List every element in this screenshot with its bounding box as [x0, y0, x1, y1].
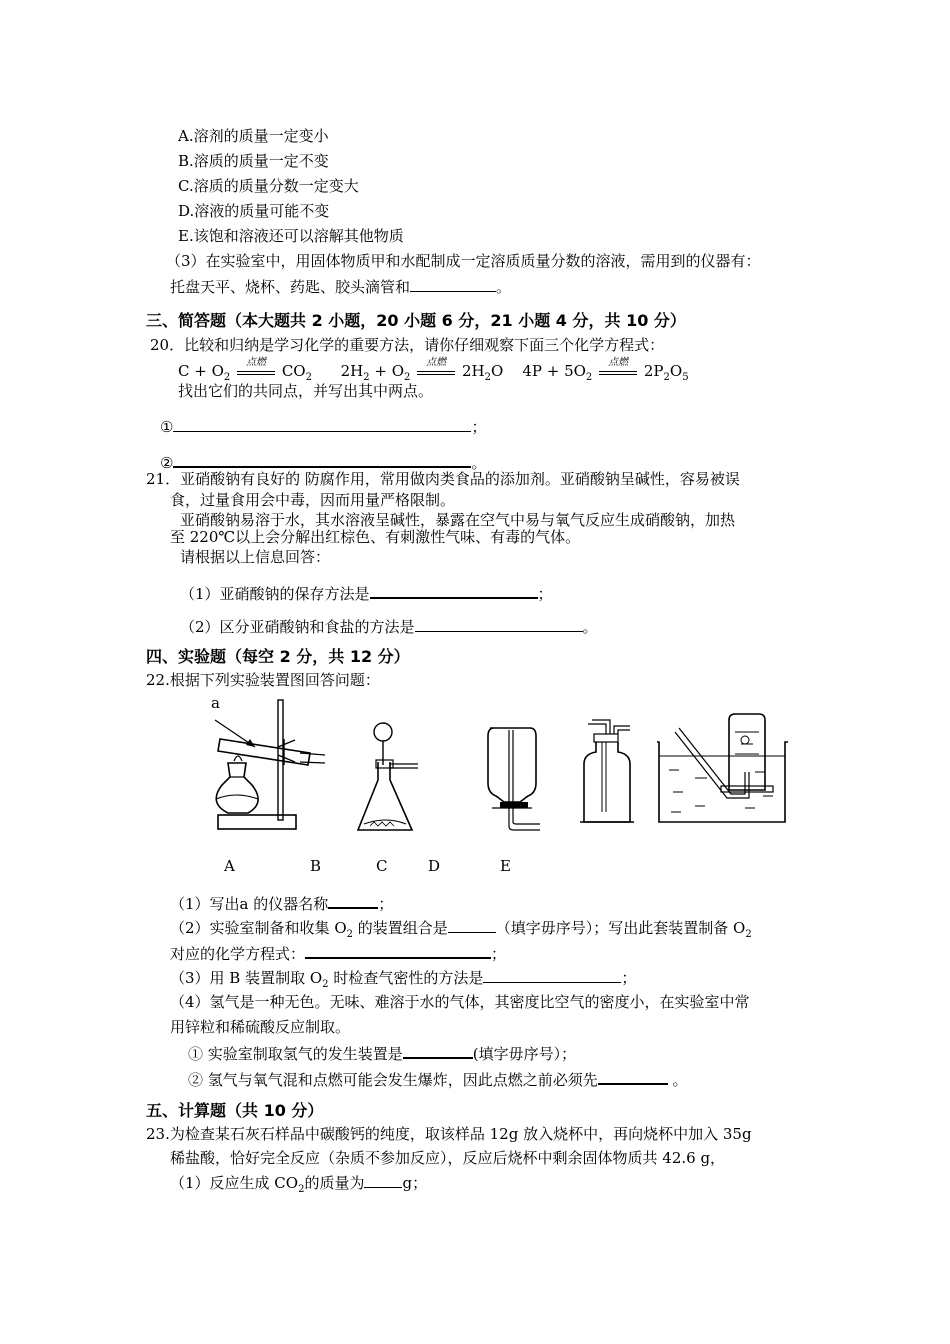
apparatus-label-c: C — [376, 857, 388, 875]
q20-blank-2: ② 。 — [160, 451, 486, 473]
q21-line3: 亚硝酸钠易溶于水，其水溶液呈碱性，暴露在空气中易与氧气反应生成硝酸钠，加热 — [180, 511, 736, 529]
q20-stem: 20．比较和归纳是学习化学的重要方法，请你仔细观察下面三个化学方程式： — [150, 336, 665, 354]
section-3-title: 三、简答题（本大题共 2 小题，20 小题 6 分，21 小题 4 分，共 10 分） — [146, 311, 686, 330]
option-c: C.溶质的质量分数一定变大 — [178, 177, 359, 195]
answer-blank — [370, 582, 538, 599]
answer-blank — [410, 276, 496, 292]
option-e: E.该饱和溶液还可以溶解其他物质 — [178, 227, 404, 245]
q22-part4-sub1: ① 实验室制取氢气的发生装置是 (填字毋序号）； — [188, 1042, 576, 1064]
q22-part4-line2: 用锌粒和稀硫酸反应制取。 — [170, 1018, 351, 1036]
answer-blank — [364, 1172, 402, 1188]
apparatus-d-gas-bottle — [570, 712, 640, 830]
condition-arrow: 点燃 — [599, 365, 637, 379]
condition-arrow: 点燃 — [417, 365, 455, 379]
q21-line2: 食，过量食用会中毒，因而用量严格限制。 — [170, 491, 456, 509]
apparatus-e-water-trough — [655, 712, 790, 827]
apparatus-a-heating-tube — [200, 695, 335, 840]
option-b: B.溶质的质量一定不变 — [178, 152, 329, 170]
section-4-title: 四、实验题（每空 2 分，共 12 分） — [146, 647, 410, 666]
answer-blank — [173, 416, 471, 432]
apparatus-b-conical-flask — [350, 720, 420, 840]
answer-blank — [305, 942, 491, 959]
apparatus-c-inverted-bottle — [480, 718, 550, 838]
option-d: D.溶液的质量可能不变 — [178, 202, 330, 220]
q21-line5: 请根据以上信息回答： — [180, 548, 331, 566]
q20-equations: $C + O_2$ 点燃 $CO_2$ $2H_2 + O_2$ 点燃 $2H_2O$ $4P + 5O_2$ 点燃 $2P_2O_5$ — [178, 357, 689, 383]
apparatus-label-d: D — [428, 857, 441, 875]
q21-part1: （1）亚硝酸钠的保存方法是 ； — [180, 582, 553, 604]
q23-line2: 稀盐酸，恰好完全反应（杂质不参加反应），反应后烧杯中剩余固体物质共 42.6 g， — [170, 1149, 726, 1167]
answer-blank — [173, 451, 471, 468]
q19-part3-line1: （3）在实验室中，用固体物质甲和水配制成一定溶质质量分数的溶液，需用到的仪器有： — [166, 252, 761, 270]
q20-ask: 找出它们的共同点，并写出其中两点。 — [178, 382, 434, 400]
q19-part3-line2: 托盘天平、烧杯、药匙、胶头滴管和 。 — [170, 278, 512, 296]
answer-blank — [598, 1068, 668, 1085]
q23-line1: 23.为检查某石灰石样品中碳酸钙的纯度，取该样品 12g 放入烧杯中，再向烧杯中加入 35g — [146, 1125, 752, 1143]
answer-blank — [403, 1042, 473, 1059]
q21-part2: （2）区分亚硝酸钠和食盐的方法是 。 — [180, 618, 598, 636]
section-5-title: 五、计算题（共 10 分） — [146, 1101, 324, 1120]
q23-part1: （1）反应生成 $CO_2$的质量为 g； — [170, 1174, 428, 1195]
label-a: a — [211, 694, 220, 712]
q22-part4-line1: （4）氢气是一种无色。无味、难溶于水的气体，其密度比空气的密度小，在实验室中常 — [170, 993, 750, 1011]
answer-blank — [328, 892, 378, 909]
q22-part2: （2）实验室制备和收集 $O_2$ 的装置组合是 （填字毋序号）；写出此套装置制备 $O_2$ — [170, 919, 752, 940]
q22-part2-line2: 对应的化学方程式： ； — [170, 942, 506, 964]
q20-blank-1: ① ； — [160, 418, 487, 436]
q21-line4: 至 220℃以上会分解出红棕色、有刺激性气味、有毒的气体。 — [170, 528, 581, 546]
q22-part3: （3）用 B 装置制取 $O_2$ 时检查气密性的方法是 ； — [170, 969, 637, 990]
q22-part4-sub2: ② 氢气与氧气混和点燃可能会发生爆炸，因此点燃之前必须先 。 — [188, 1068, 688, 1090]
answer-blank — [415, 616, 583, 632]
answer-blank — [483, 967, 621, 983]
apparatus-label-e: E — [500, 857, 511, 875]
q22-stem: 22.根据下列实验装置图回答问题： — [146, 671, 380, 689]
condition-arrow: 点燃 — [237, 365, 275, 379]
answer-blank — [448, 917, 496, 933]
apparatus-label-b: B — [310, 857, 322, 875]
q22-part1: （1）写出a 的仪器名称 ； — [170, 892, 393, 914]
apparatus-label-a: A — [224, 857, 235, 875]
option-a: A.溶剂的质量一定变小 — [178, 127, 329, 145]
q21-line1: 21．亚硝酸钠有良好的 防腐作用，常用做肉类食品的添加剂。亚硝酸钠呈碱性，容易被误 — [146, 470, 740, 488]
